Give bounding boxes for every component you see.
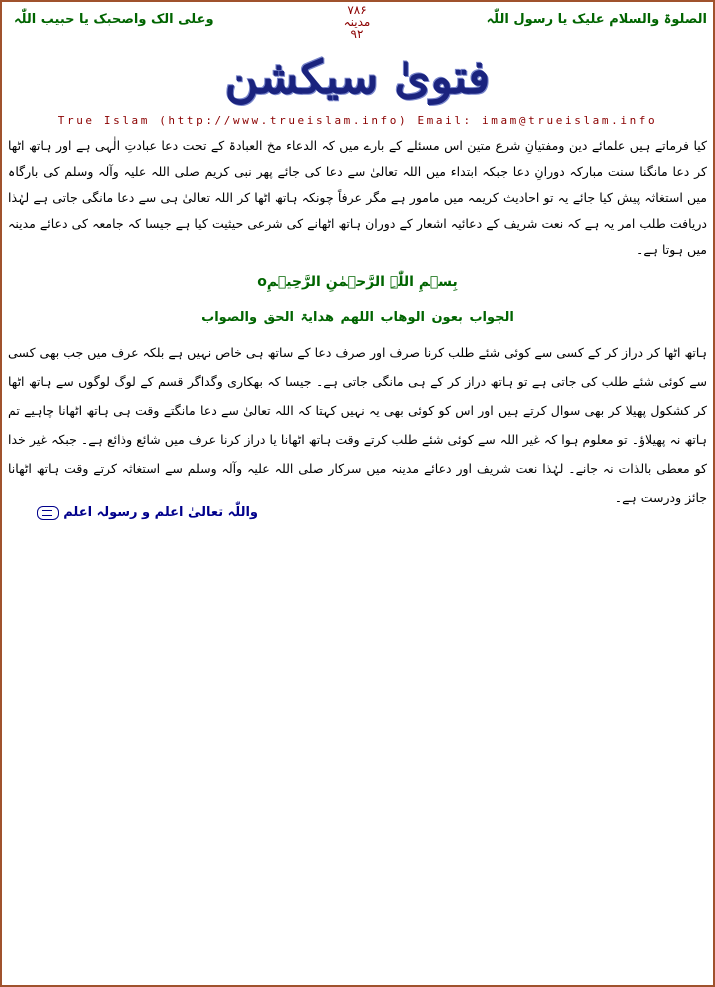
azza-wa-jalla-seal-icon bbox=[37, 506, 59, 520]
header bbox=[2, 3, 713, 44]
bismillah: بِسۡمِ اللّٰہِ الرَّحۡمٰنِ الرَّحِیۡمِo bbox=[257, 274, 458, 290]
answer-heading: الجواب بعون الوھاب اللھم ھدایۃ الحق والصواب bbox=[201, 310, 514, 325]
header-salutation-left: وعلی الک واصحبک یا حبیب اللّٰہ bbox=[14, 12, 214, 27]
question-text: کیا فرماتے ہیں علمائے دین ومفتیانِ شرع متین اس مسئلے کے بارے میں کہ الدعاء مخ العبادۃ کے تحت دعا عبادتِ الٰہی ہے اور ہاتھ اٹھا کر دعا مانگنا سنت مبارکہ دورانِ دعا جبکہ ابتداء میں اللہ تعالیٰ سے دعا کی جائے پھر نبی کریم صلی اللہ علیہ وآلہ وسلم کی بارگاہ میں استغاثہ پیش کیا جائے یہ تو احادیث کریمہ میں مامور ہے مگر عرفاً چونکہ ہاتھ اٹھا کر اللہ تعالیٰ ہی سے دعا مانگی جاتی ہے لہٰذا دریافت طلب امر یہ ہے کہ نعت شریف کے دعائیہ اشعار کے دوران ہاتھ اٹھانے کی شرعی حیثیت کیا ہے جیسا کہ جامعہ کی دعائے مدینہ میں ہوتا ہے۔ bbox=[8, 138, 707, 257]
header-number-top: ۷۸۶ bbox=[347, 3, 367, 17]
header-salutation-right: الصلوۃ والسلام علیک یا رسول اللّٰہ bbox=[486, 12, 707, 27]
closing-line bbox=[33, 505, 258, 520]
closing-text: واللّٰہ تعالیٰ اعلم و رسولہ اعلم bbox=[63, 505, 258, 520]
contact-line: True Islam (http://www.trueislam.info) Email: imam@trueislam.info bbox=[57, 114, 658, 127]
header-number-middle: مدینہ bbox=[343, 15, 371, 29]
header-number bbox=[332, 4, 382, 40]
page-title: فتویٰ سیکشن bbox=[224, 50, 491, 104]
answer-text: ہاتھ اٹھا کر دراز کر کے کسی سے کوئی شئے طلب کرنا صرف اور صرف دعا کے ساتھ ہی خاص نہیں ہے بلکہ عرف میں جب بھی کسی سے کوئی شئے طلب کی جاتی ہے تو ہاتھ دراز کر کے ہی مانگی جاتی ہے۔ جیسا کہ بھکاری وگداگر قسم کے لوگ لوگوں سے ہاتھ اٹھا کر کشکول پھیلا کر بھی سوال کرتے ہیں اور اس کو کوئی بھی یہ نہیں کہتا کہ اللہ تعالیٰ سے دعا مانگتے وقت ہی ہاتھ اٹھانا چاہیے تم ہاتھ نہ پھیلاؤ۔ تو معلوم ہوا کہ غیر اللہ سے کوئی شئے طلب کرتے وقت ہاتھ اٹھانا یا دراز کرنا عرف میں شائع وذائع ہے۔ جبکہ غیر خدا کو معطی بالذات نہ جانے۔ لہٰذا نعت شریف اور دعائے مدینہ میں سرکار صلی اللہ علیہ وآلہ وسلم سے استغاثہ کرتے وقت ہاتھ اٹھانا جائز ودرست ہے۔ bbox=[8, 345, 707, 505]
header-number-bottom: ۹۲ bbox=[350, 27, 364, 41]
